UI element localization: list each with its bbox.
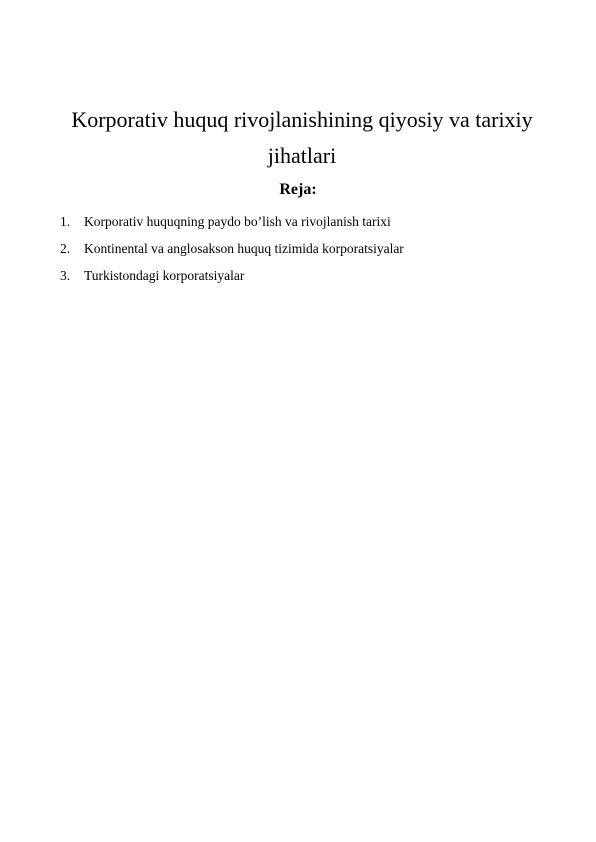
plan-item-number: 2.	[60, 241, 71, 256]
plan-item-text: Korporativ huquqning paydo bo’lish va rivojlanish tarixi	[84, 214, 391, 229]
plan-item-2	[60, 235, 404, 262]
plan-list	[60, 208, 404, 289]
plan-item-3	[60, 262, 404, 289]
plan-item-1	[60, 208, 404, 235]
plan-item-number: 3.	[60, 268, 71, 283]
plan-item-number: 1.	[60, 214, 71, 229]
plan-heading: Reja:	[279, 181, 317, 198]
plan-item-text: Turkistondagi korporatsiyalar	[84, 268, 245, 283]
document-title: Korporativ huquq rivojlanishining qiyosiy va tarixiy jihatlari	[71, 107, 533, 168]
plan-item-text: Kontinental va anglosakson huquq tizimida korporatsiyalar	[84, 241, 404, 256]
